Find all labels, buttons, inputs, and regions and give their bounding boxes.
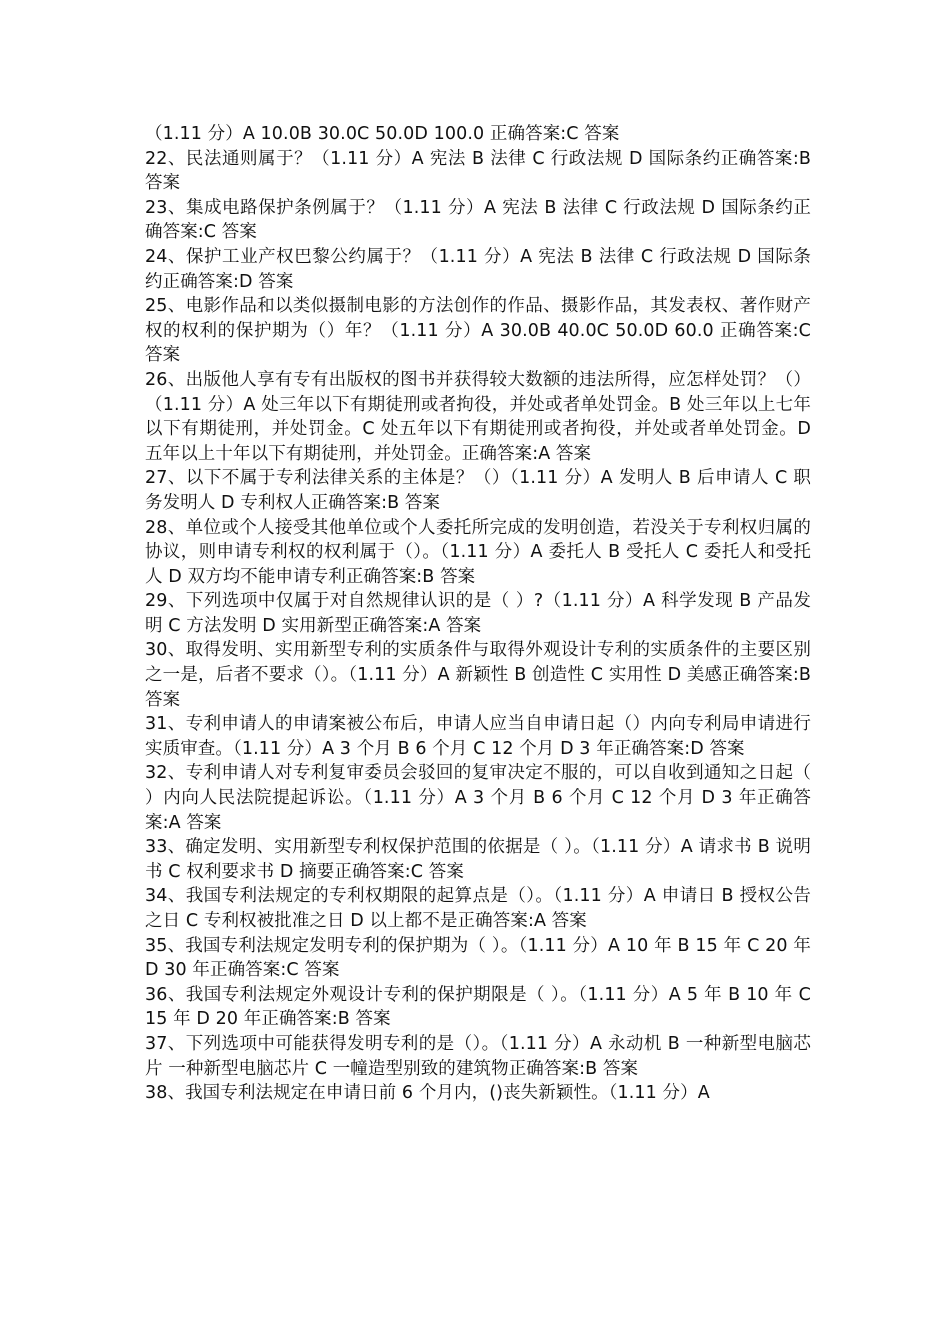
paragraph-q34: 34、我国专利法规定的专利权期限的起算点是（）。（1.11 分）A 申请日 B 授权公告之日 C 专利权被批准之日 D 以上都不是正确答案:A 答案 — [145, 886, 811, 931]
paragraph-q21-tail: （1.11 分）A 10.0B 30.0C 50.0D 100.0 正确答案:C 答案 — [145, 124, 620, 144]
paragraph-q35: 35、我国专利法规定发明专利的保护期为（ ）。（1.11 分）A 10 年 B 15 年 C 20 年 D 30 年正确答案:C 答案 — [145, 935, 811, 981]
paragraph-q25: 25、电影作品和以类似摄制电影的方法创作的作品、摄影作品，其发表权、著作财产权的权利的保护期为（）年？（1.11 分）A 30.0B 40.0C 50.0D 60.0 正确答案:C 答案 — [145, 296, 811, 366]
paragraph-q33: 33、确定发明、实用新型专利权保护范围的依据是（ ）。（1.11 分）A 请求书 B 说明书 C 权利要求书 D 摘要正确答案:C 答案 — [145, 837, 811, 882]
paragraph-q38: 38、我国专利法规定在申请日前 6 个月内，()丧失新颖性。（1.11 分）A — [145, 1083, 710, 1104]
paragraph-q32: 32、专利申请人对专利复审委员会驳回的复审决定不服的，可以自收到通知之日起（ ）内向人民法院提起诉讼。（1.11 分）A 3 个月 B 6 个月 C 12 个月 D 3 年正确答案:A 答案 — [145, 763, 811, 833]
paragraph-q22: 22、民法通则属于？（1.11 分）A 宪法 B 法律 C 行政法规 D 国际条约正确答案:B 答案 — [145, 148, 811, 194]
document-body — [145, 122, 811, 1106]
paragraph-q24: 24、保护工业产权巴黎公约属于？（1.11 分）A 宪法 B 法律 C 行政法规 D 国际条约正确答案:D 答案 — [145, 246, 811, 292]
paragraph-q23: 23、集成电路保护条例属于？（1.11 分）A 宪法 B 法律 C 行政法规 D 国际条约正确答案:C 答案 — [145, 197, 811, 243]
paragraph-q29: 29、下列选项中仅属于对自然规律认识的是（ ）?（1.11 分）A 科学发现 B 产品发明 C 方法发明 D 实用新型正确答案:A 答案 — [145, 591, 811, 636]
paragraph-q30: 30、取得发明、实用新型专利的实质条件与取得外观设计专利的实质条件的主要区别之一是，后者不要求（）。（1.11 分）A 新颖性 B 创造性 C 实用性 D 美感正确答案:B 答案 — [145, 640, 811, 710]
paragraph-q36: 36、我国专利法规定外观设计专利的保护期限是（ ）。（1.11 分）A 5 年 B 10 年 C 15 年 D 20 年正确答案:B 答案 — [145, 984, 811, 1030]
paragraph-q27: 27、以下不属于专利法律关系的主体是？（）（1.11 分）A 发明人 B 后申请人 C 职务发明人 D 专利权人正确答案:B 答案 — [145, 468, 811, 513]
paragraph-q28: 28、单位或个人接受其他单位或个人委托所完成的发明创造，若没关于专利权归属的协议，则申请专利权的权利属于（）。（1.11 分）A 委托人 B 受托人 C 委托人和受托人 D 双方均不能申请专利正确答案:B 答案 — [145, 517, 811, 587]
paragraph-q37: 37、下列选项中可能获得发明专利的是（）。（1.11 分）A 永动机 B 一种新型电脑芯片 一种新型电脑芯片 C 一幢造型别致的建筑物正确答案:B 答案 — [145, 1033, 811, 1079]
paragraph-q31: 31、专利申请人的申请案被公布后，申请人应当自申请日起（）内向专利局申请进行实质审查。（1.11 分）A 3 个月 B 6 个月 C 12 个月 D 3 年正确答案:D 答案 — [145, 714, 811, 759]
paragraph-q26: 26、出版他人享有专有出版权的图书并获得较大数额的违法所得，应怎样处罚？（）（1.11 分）A 处三年以下有期徒刑或者拘役，并处或者单处罚金。B 处三年以上七年以下有期徒刑，并处罚金。C 处五年以下有期徒刑或者拘役，并处或者单处罚金。D 五年以上十年以下有期徒刑，并处罚金。正确答案:A 答案 — [145, 369, 811, 464]
